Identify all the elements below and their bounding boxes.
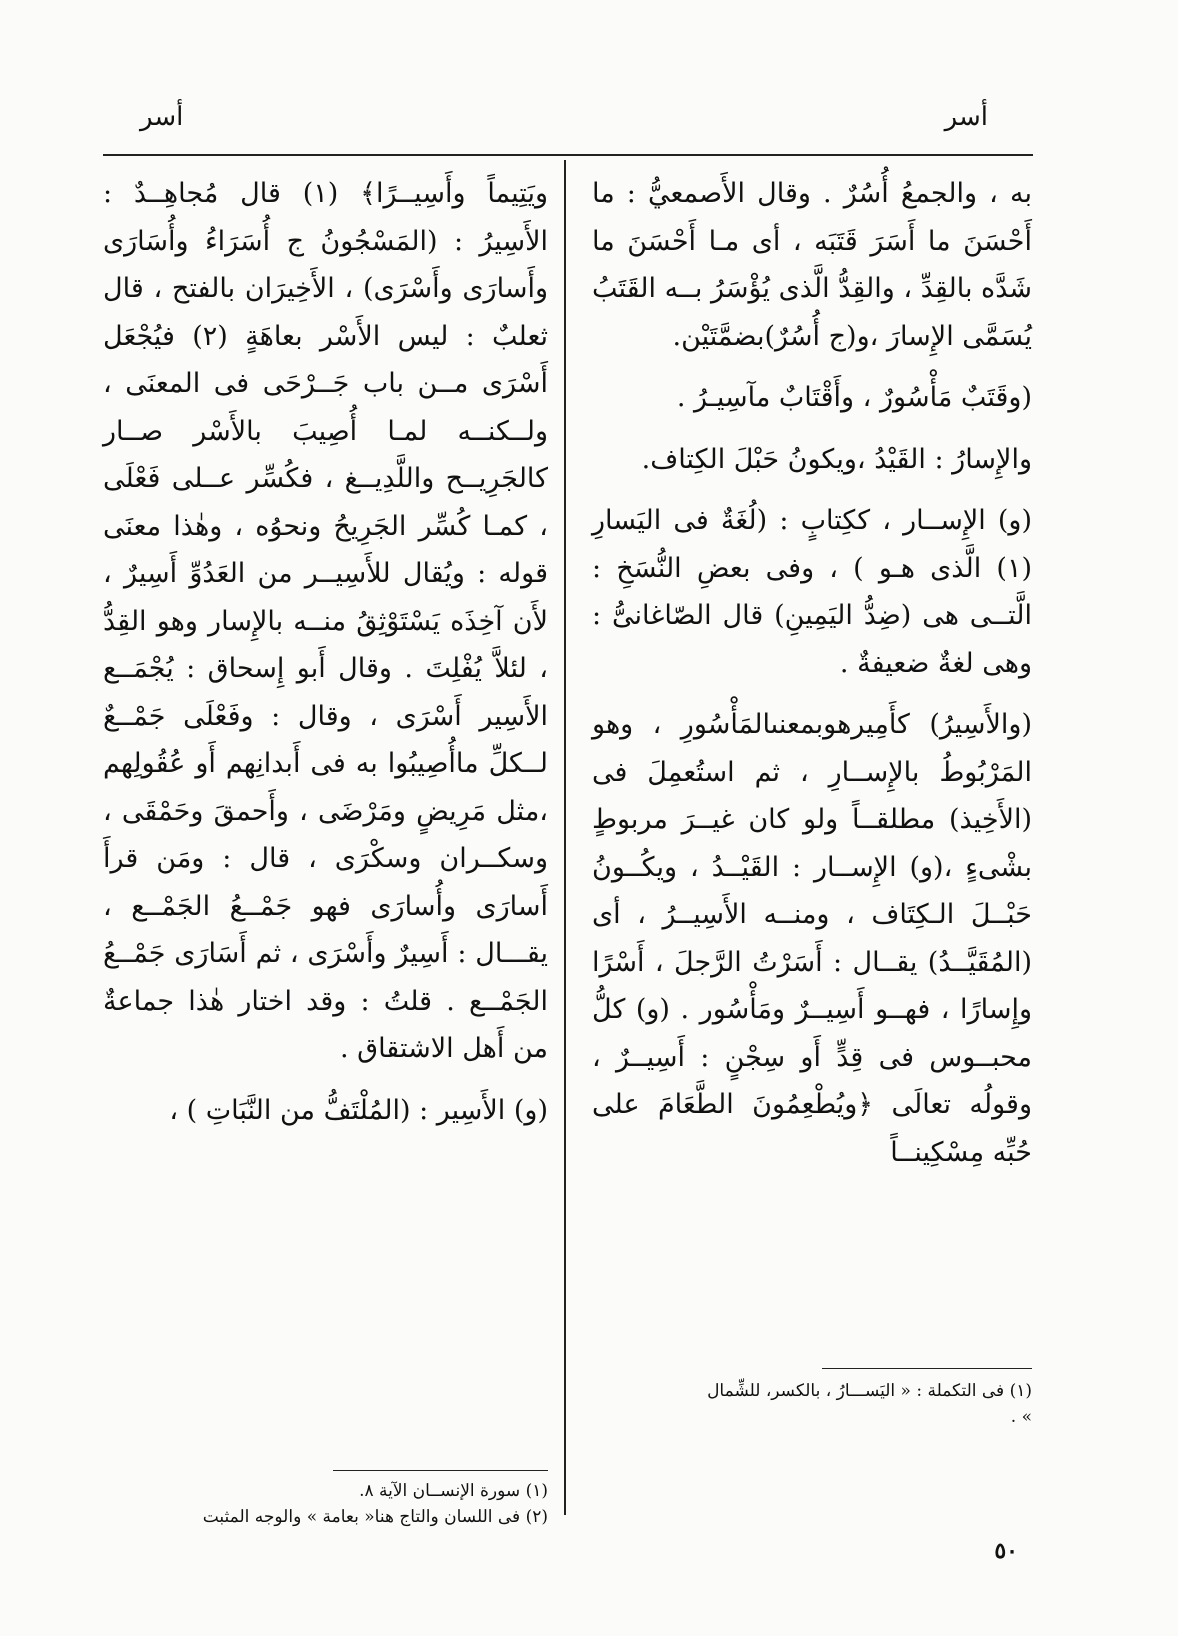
page-header (0, 102, 1178, 142)
footnote: (١) سورة الإنســان الآية ٨. (359, 1481, 548, 1501)
entry-paragraph: ويَتِيماً وأَسِيــرًا﴾ (١) قال مُجاهِــدٌ : الأَسِيرُ : (المَسْجُونُ ج أُسَرَاءُ وأُسَارَى وأَسارَى وأَسْرَى) ، الأَخِيرَان بالفتح ، قال ثعلبٌ : ليس الأَسْر بعاهَةٍ (٢) فيُجْعَل أَسْرَى مــن باب جَــرْحَى فى المعنَى ، ولــكنــه لمـا أُصِيبَ بالأَسْر صــار كالجَرِيــح واللَّدِيــغ ، فكُسِّر عــلى فَعْلَى ، كمـا كُسِّر الجَرِيحُ ونحوُه ، وهٰذا معنَى قوله : ويُقال للأَسِيــر من العَدُوِّ أَسِيرٌ ، لأَن آخِذَه يَسْتَوْثِقُ منــه بالإِسار وهو القِدُّ ، لئلاَّ يُفْلِتَ . وقال أَبو إِسحاق : يُجْمَــع الأَسِير أَسْرَى ، وقال : وفَعْلَى جَمْــعٌ لــكلِّ ماأُصِيبُوا به فى أَبدانِهم أَو عُقُولِهم ،مثل مَرِيضٍ ومَرْضَى ، وأَحمقَ وحَمْقَى ، وسكــران وسكْرَى ، قال : ومَن قرأَ أَسارَى وأُسارَى فهو جَمْــعُ الجَمْــع ، يقـــال : أَسِيرٌ وأَسْرَى ، ثم أَسَارَى جَمْــعُ الجَمْــع . قلتُ : وقد اختار هٰذا جماعةٌ من أَهل الاشتقاق . (103, 178, 549, 1064)
footnote-rule-right (822, 1368, 1032, 1369)
header-rule (103, 154, 1033, 156)
running-headword-right: أسر (944, 102, 988, 132)
footnote: (٢) فى اللسان والتاج هنا« بعامة » والوجه المثبت (202, 1507, 548, 1527)
entry-paragraph: (و) الأَسِير : (المُلْتَفُّ من النَّبَاتِ ) ، (169, 1094, 548, 1126)
left-column (103, 170, 548, 1146)
entry-paragraph: (والأَسِيرُ) كأَمِيرهوبمعنىالمَأْسُورِ ، وهو المَرْبُوطُ بالإِســارِ ، ثم استُعمِلَ فى (الأَخِيذ) مطلقــاً ولو كان غيــرَ مربوطٍ بشْىءٍ ،(و) الإِســار : القَيْــدُ ، ويكُــونُ حَبْــلَ الـكِتَاف ، ومنــه الأَسِيــرُ ، أى (المُقَيَّــدُ) يقــال : أَسَرْتُ الرَّجلَ ، أَسْرًا وإِسارًا ، فهــو أَسِيــرٌ ومَأْسُور . (و) كلُّ محبــوس فى قِدٍّ أَو سِجْنٍ : أَسِيــرٌ ، وقولُه تعالَى ﴿ويُطْعِمُونَ الطَّعَامَ على حُبِّه مِسْكِينــاً (592, 709, 1032, 1168)
entry-paragraph: به ، والجمعُ أُسُرٌ . وقال الأَصمعيُّ : ما أَحْسَنَ ما أَسَرَ قَتَبَه ، أى مـا أَحْسَنَ ما شَدَّه بالقِدِّ ، والقِدُّ الَّذى يُؤْسَرُ بــه القَتَبُ يُسَمَّى الإِسارَ ،و(ج أُسُرٌ)بضمَّتَيْن. (591, 178, 1032, 352)
right-column (592, 170, 1032, 1188)
entry-paragraph: والإِسارُ : القَيْدُ ،ويكونُ حَبْلَ الكِتاف. (641, 443, 1032, 475)
footnote: (١) فى التكملة : « اليَســـارُ ، بالكسر، للشِّمال » . (707, 1381, 1032, 1427)
column-divider (564, 160, 566, 1515)
page-number: ٥٠ (994, 1538, 1018, 1564)
footnotes-left (103, 1478, 548, 1530)
footnote-rule-left (333, 1470, 548, 1471)
running-headword-left: أسر (140, 102, 184, 132)
footnotes-right (700, 1378, 1032, 1430)
entry-paragraph: (وقَتَبٌ مَأْسُورٌ ، وأَقْتَابٌ مآسِيـرُ . (676, 382, 1032, 413)
entry-paragraph: (و) الإِســار ، ككِتابٍ : (لُغَةٌ فى اليَسارِ (١) الَّذى هـو ) ، وفى بعضِ النُّسَخِ : الَّتــى هى (ضِدُّ اليَمِينِ) قال الصّاغانىُّ : وهى لغةٌ ضعيفةٌ . (592, 505, 1032, 679)
